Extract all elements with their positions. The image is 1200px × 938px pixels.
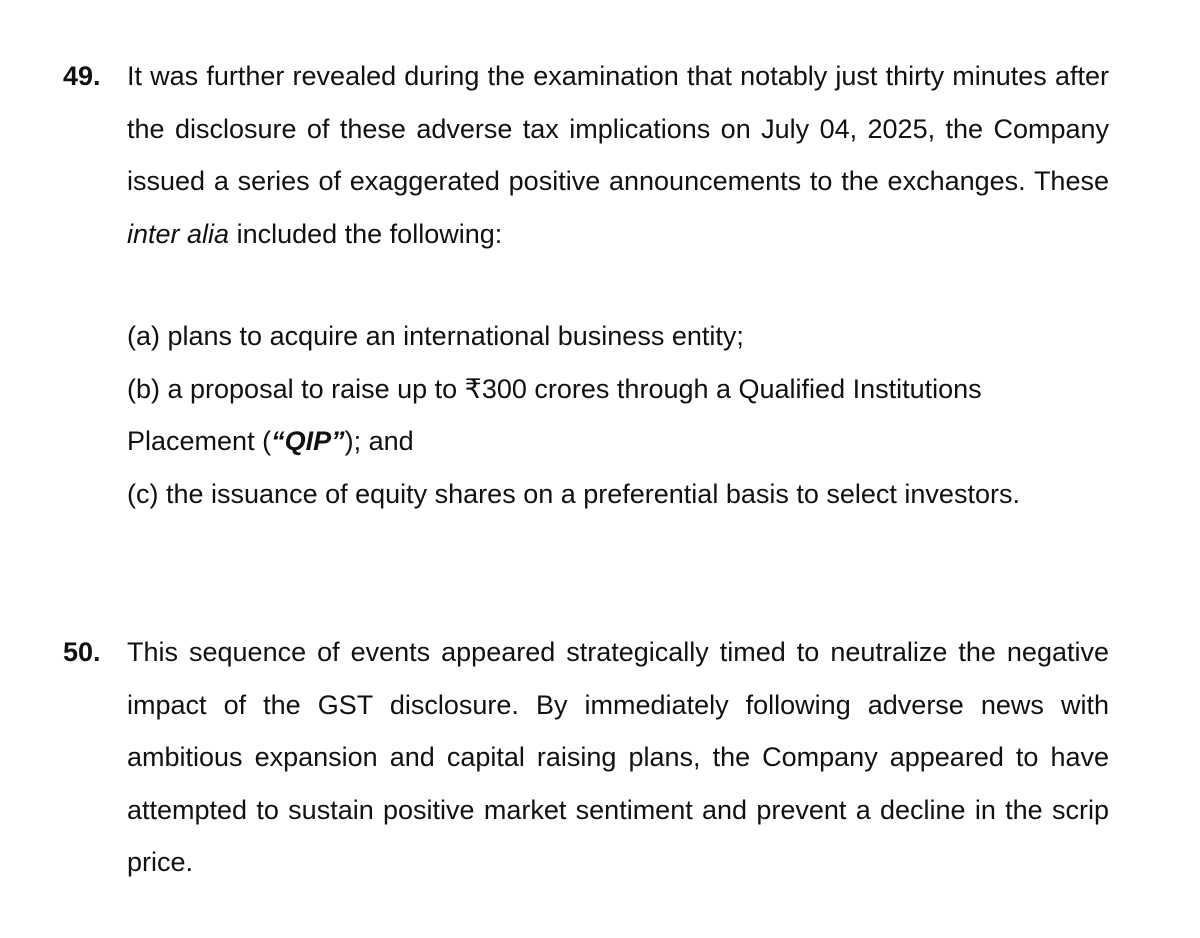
paragraph-text-end: included the following:: [229, 218, 503, 249]
list-item-a: (a) plans to acquire an international business entity;: [127, 321, 744, 351]
defined-term-qip: “QIP”: [271, 426, 345, 456]
paragraph-text: It was further revealed during the examination that notably just thirty minutes after the disclosure of these adverse tax implications on July 04, 2025, the Company issued a series of exaggerated positive announcements to the exchanges. These: [127, 61, 1109, 196]
announcement-list: [127, 310, 1107, 520]
paragraph-49-body: [127, 50, 1109, 260]
paragraph-number: 49.: [63, 61, 101, 91]
italic-phrase: inter alia: [127, 218, 230, 249]
paragraph-number: 50.: [63, 637, 101, 667]
paragraph-49: [63, 50, 1113, 260]
list-item-c: (c) the issuance of equity shares on a preferential basis to select investors.: [127, 478, 1020, 509]
paragraph-50: [63, 626, 1113, 889]
list-item-b: [127, 363, 1107, 468]
list-item-b-text: (b) a proposal to raise up to ₹300 crores through a Qualified Institutions Placement (: [127, 373, 982, 456]
list-item-b-text-end: ); and: [344, 426, 414, 456]
paragraph-50-body: This sequence of events appeared strategically timed to neutralize the negative impact of the GST disclosure. By immediately following adverse news with ambitious expansion and capital raising plans, the Company appeared to have attempted to sustain positive market sentiment and prevent a decline in the scrip price.: [127, 637, 1109, 877]
